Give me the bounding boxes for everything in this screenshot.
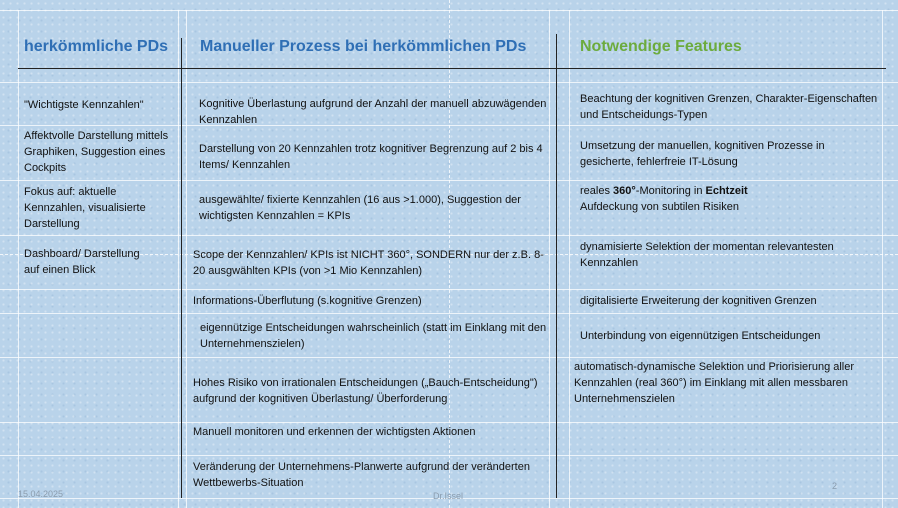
grid-line [178,10,179,508]
col2-cell: Darstellung von 20 Kennzahlen trotz kognitiver Begrenzung auf 2 bis 4 Items/ Kennzahlen [199,143,543,171]
col3-text: Aufdeckung von subtilen Risiken [580,201,739,213]
header-rule [18,68,886,69]
grid-line [186,10,187,508]
col3-text: -Monitoring in [635,185,706,197]
header-col1: herkömmliche PDs [24,38,169,55]
grid-line [882,10,883,508]
col2-cell: Informations-Überflutung (s.kognitive Grenzen) [193,295,422,307]
grid-line [569,10,570,508]
col2-cell: eigennützige Entscheidungen wahrscheinlich (statt im Einklang mit den Unternehmenszielen) [200,322,547,350]
col1-cell: Affektvolle Darstellung mittels Graphiken, Suggestion eines Cockpits [24,130,169,174]
grid-line [18,10,19,508]
col1-cell: Fokus auf: aktuelle Kennzahlen, visualisierte Darstellung [24,186,146,230]
col3-text: reales [580,185,614,197]
col3-cell: automatisch-dynamische Selektion und Priorisierung aller Kennzahlen (real 360°) im Einklang mit allen messbaren Unternehmenszielen [574,361,855,405]
column-divider [181,38,182,498]
column-divider [556,34,557,498]
col2-cell: Scope der Kennzahlen/ KPIs ist NICHT 360°, SONDERN nur der z.B. 8-20 ausgwählten KPIs (von >1 Mio Kennzahlen) [193,249,544,277]
page-number: 2 [832,481,838,491]
col1-cell: Dashboard/ Darstellung auf einen Blick [24,248,140,276]
col3-bold: 360° [613,185,636,197]
col3-cell: digitalisierte Erweiterung der kognitiven Grenzen [580,295,817,307]
col1-cell: "Wichtigste Kennzahlen" [24,99,144,111]
col2-cell: ausgewählte/ fixierte Kennzahlen (16 aus >1.000), Suggestion der wichtigsten Kennzahlen = KPIs [199,194,521,222]
col3-cell: Umsetzung der manuellen, kognitiven Prozesse in gesicherte, fehlerfreie IT-Lösung [580,140,825,168]
col3-cell: Unterbindung von eigennützigen Entscheidungen [580,330,821,342]
header-col2: Manueller Prozess bei herkömmlichen PDs [200,38,527,55]
col3-bold: Echtzeit [705,185,748,197]
col2-cell: Kognitive Überlastung aufgrund der Anzahl der manuell abzuwägenden Kennzahlen [199,98,547,126]
header-col3: Notwendige Features [580,38,742,55]
col2-cell: Veränderung der Unternehmens-Planwerte aufgrund der veränderten Wettbewerbs-Situation [193,461,530,489]
col3-cell: dynamisierte Selektion der momentan relevantesten Kennzahlen [580,241,834,269]
footer-date: 15.04.2025 [18,489,64,499]
grid-line [549,10,550,508]
col2-cell: Hohes Risiko von irrationalen Entscheidungen („Bauch-Entscheidung") aufgrund der kognitiven Überlastung/ Überforderung [193,377,538,405]
col3-cell: Beachtung der kognitiven Grenzen, Charakter-Eigenschaften und Entscheidungs-Typen [580,93,878,121]
col3-cell [580,183,880,215]
footer-author: Dr.Issel [433,491,464,501]
col2-cell: Manuell monitoren und erkennen der wichtigsten Aktionen [193,426,476,438]
